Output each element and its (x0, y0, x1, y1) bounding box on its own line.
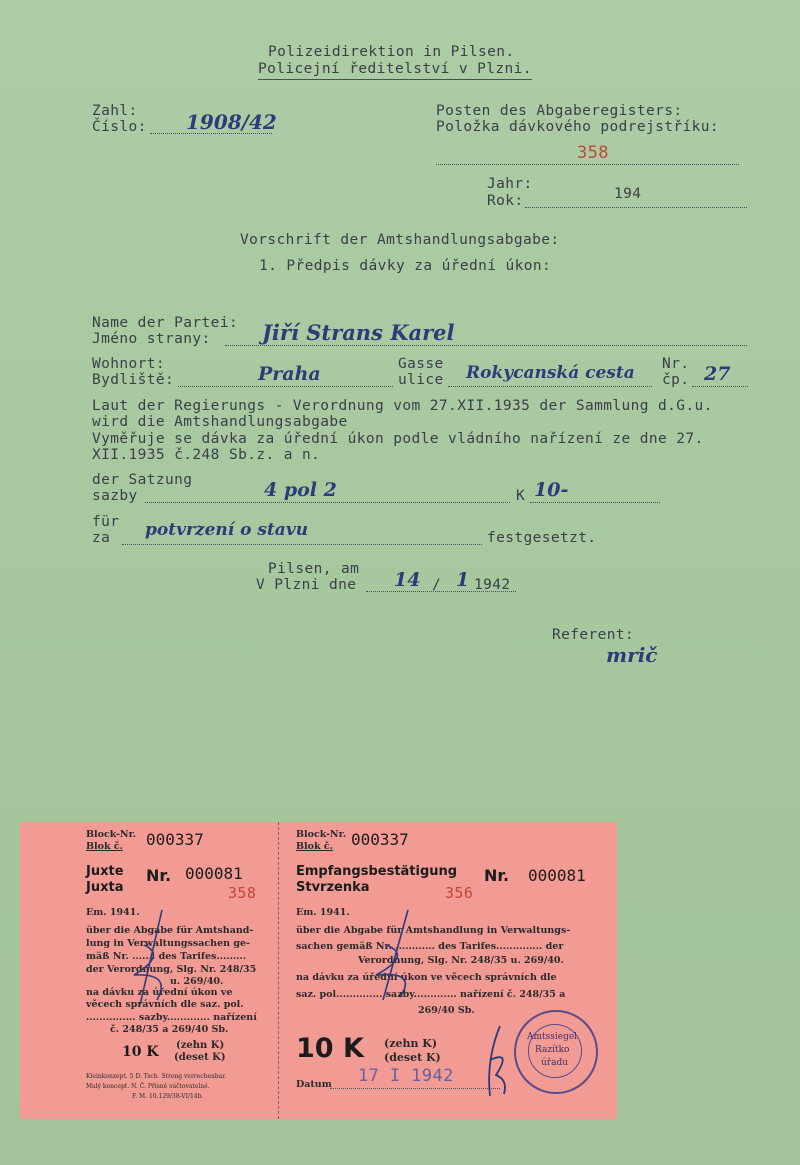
party-line (225, 345, 747, 346)
left-nr-label: Nr. (146, 866, 172, 885)
year-line (525, 207, 747, 208)
left-block-label-de: Block-Nr. (86, 829, 137, 840)
residence-label-cs: Bydliště: (92, 372, 175, 388)
regulation-line-4: XII.1935 č.248 Sb.z. a n. (92, 447, 321, 463)
purpose-label-cs: za (92, 530, 111, 546)
right-line-3: Verordnung, Slg. Nr. 248/35 u. 269/40. (358, 955, 564, 966)
purpose-line (122, 544, 482, 545)
tariff-label-de: der Satzung (92, 472, 193, 488)
left-line-8: ............... sazby............. nařízení (86, 1012, 257, 1023)
purpose-label-de: für (92, 514, 120, 530)
party-value: Jiří Strans Karel (262, 320, 455, 345)
date-day: 14 (394, 569, 421, 591)
party-label-de: Name der Partei: (92, 315, 239, 331)
register-label-de: Posten des Abgaberegisters: (436, 103, 683, 119)
left-footer-1: Kleinkonzept. 5 D. Tsch. Streng verrechenbar. (86, 1073, 227, 1080)
left-handwritten-mark (122, 905, 182, 1015)
nr-label-de: Nr. (662, 356, 690, 372)
header-line-cs: Policejní ředitelství v Plzni. (258, 61, 532, 80)
regulation-line-3: Vyměřuje se dávka za úřední úkon podle vládního nařízení ze dne 27. (92, 431, 704, 447)
title-cs: 1. Předpis dávky za úřední úkon: (259, 258, 552, 274)
left-line-6: na dávku za úřední úkon ve (86, 987, 233, 998)
regulation-line-2: wird die Amtshandlungsabgabe (92, 414, 348, 430)
register-value: 358 (577, 143, 609, 163)
left-line-2: lung in Verwaltungssachen ge- (86, 938, 250, 949)
right-block-value: 000337 (351, 830, 409, 849)
year-label-de: Jahr: (487, 176, 533, 192)
left-amount-de: (zehn K) (176, 1040, 225, 1051)
left-footer-3: F. M. 10.129/38-VI/14b. (132, 1093, 204, 1100)
left-amount: 10 K (122, 1044, 159, 1060)
left-line-7: věcech správních dle saz. pol. (86, 999, 244, 1010)
left-line-3: mäß Nr. ....... des Tarifes......... (86, 951, 247, 962)
date-month: 1 (456, 569, 470, 591)
tariff-amount: 10- (534, 479, 569, 501)
right-handwritten-mark (358, 905, 428, 1005)
left-nr-value: 000081 (185, 864, 243, 883)
tariff-currency: K (516, 488, 526, 504)
register-label-cs: Položka dávkového podrejstříku: (436, 119, 720, 135)
tariff-line (145, 502, 510, 503)
right-amount: 10 K (296, 1033, 364, 1064)
left-title-de: Juxte (86, 864, 124, 879)
residence-line (178, 386, 393, 387)
year-label-cs: Rok: (487, 193, 524, 209)
date-year: 1942 (474, 577, 511, 593)
right-title-cs: Stvrzenka (296, 880, 370, 895)
residence-value: Praha (258, 363, 321, 385)
official-stamp (514, 1010, 598, 1094)
date-sep-1: / (432, 577, 442, 593)
left-register-value: 358 (228, 884, 257, 902)
street-label-de: Gasse (398, 356, 444, 372)
date-label-cs: V Plzni dne (256, 577, 357, 593)
left-line-1: über die Abgabe für Amtshand- (86, 925, 254, 936)
right-line-4: na dávku za úřední úkon ve věcech správních dle (296, 972, 557, 983)
nr-line (692, 386, 748, 387)
number-label-cs: Číslo: (92, 119, 147, 135)
stamp-line-3: úřadu (541, 1058, 569, 1068)
nr-label-cs: čp. (662, 372, 690, 388)
right-block-label-cs: Blok č. (296, 841, 333, 852)
left-amount-cs: (deset K) (174, 1052, 226, 1063)
stamp-line-2: Razítko (535, 1045, 570, 1055)
right-amount-cs: (deset K) (384, 1051, 441, 1064)
purpose-suffix: festgesetzt. (487, 530, 597, 546)
register-line (436, 164, 739, 165)
right-title-de: Empfangsbestätigung (296, 864, 458, 879)
left-line-9: č. 248/35 a 269/40 Sb. (110, 1024, 229, 1035)
right-signature (478, 1020, 518, 1100)
street-line (448, 386, 652, 387)
tariff-label-cs: sazby (92, 488, 138, 504)
amount-line (530, 502, 660, 503)
right-block-label-de: Block-Nr. (296, 829, 347, 840)
right-em: Em. 1941. (296, 907, 350, 918)
left-block-label-cs: Blok č. (86, 841, 123, 852)
right-register-value: 356 (445, 884, 474, 902)
right-line-5: saz. pol.............. sazby............. nařízení č. 248/35 a (296, 989, 566, 1000)
number-label-de: Zahl: (92, 103, 138, 119)
tariff-value: 4 pol 2 (264, 479, 337, 501)
date-label-de: Pilsen, am (268, 561, 360, 577)
street-label-cs: ulice (398, 372, 444, 388)
left-line-4: der Verordnung, Slg. Nr. 248/35 (86, 964, 257, 975)
residence-label-de: Wohnort: (92, 356, 166, 372)
left-title-cs: Juxta (86, 880, 124, 895)
stamp-line-1: Amtssiegel (527, 1032, 578, 1042)
year-value: 194 (614, 186, 642, 202)
street-value: Rokycanská cesta (466, 363, 635, 383)
title-de: Vorschrift der Amtshandlungsabgabe: (240, 232, 560, 248)
perforation (278, 822, 279, 1119)
referent-label: Referent: (552, 627, 635, 643)
header-line-de: Polizeidirektion in Pilsen. (268, 44, 515, 60)
left-line-5: u. 269/40. (170, 976, 224, 987)
right-line-6: 269/40 Sb. (418, 1005, 475, 1016)
right-amount-de: (zehn K) (384, 1037, 438, 1050)
left-footer-2: Malý koncept. N. Č. Přísně súčtovatelné. (86, 1083, 210, 1090)
left-em: Em. 1941. (86, 907, 140, 918)
referent-signature: mrič (606, 643, 658, 667)
number-value: 1908/42 (186, 110, 277, 134)
left-block-value: 000337 (146, 830, 204, 849)
right-line-2: sachen gemäß Nr. ............ des Tarifes.............. der (296, 941, 564, 952)
purpose-value: potvrzení o stavu (145, 520, 309, 540)
right-line-1: über die Abgabe für Amtshandlung in Verwaltungs- (296, 925, 571, 936)
right-date-line (330, 1088, 500, 1089)
right-nr-value: 000081 (528, 866, 586, 885)
party-label-cs: Jméno strany: (92, 331, 211, 347)
right-date-value: 17 I 1942 (358, 1066, 454, 1086)
regulation-line-1: Laut der Regierungs - Verordnung vom 27.XII.1935 der Sammlung d.G.u. (92, 398, 713, 414)
nr-value: 27 (704, 363, 731, 385)
right-date-label: Datum (296, 1079, 332, 1090)
right-nr-label: Nr. (484, 866, 510, 885)
